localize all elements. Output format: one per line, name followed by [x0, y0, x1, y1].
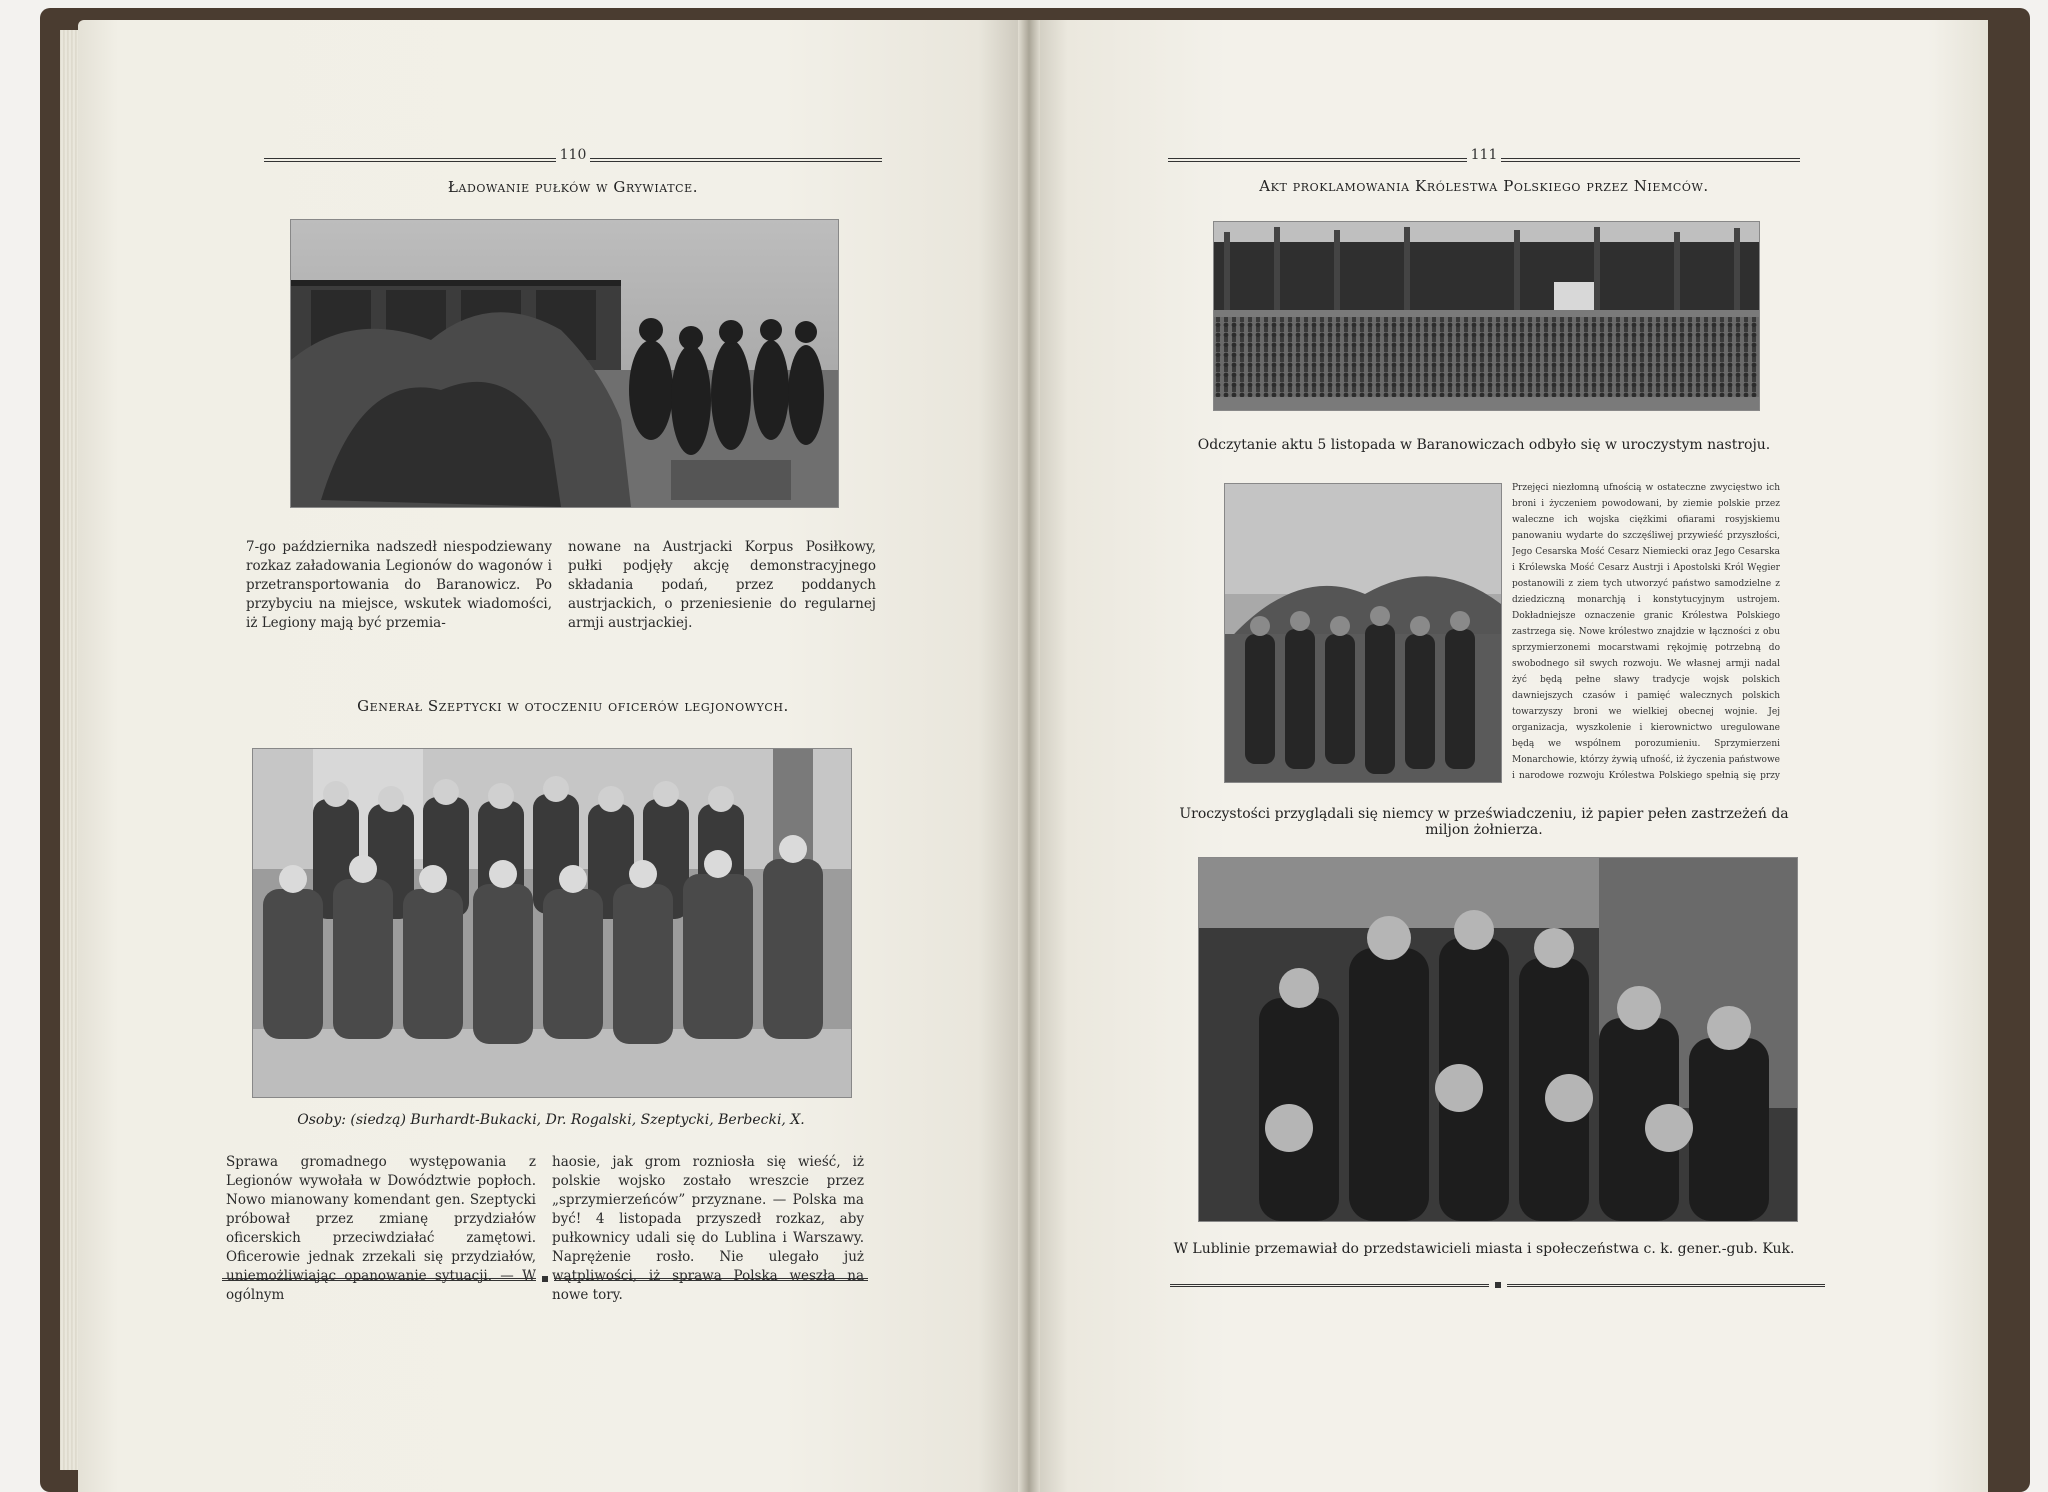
officers-group-image: [253, 749, 851, 1097]
right-caption-2: Uroczystości przyglądali się niemcy w przeświadczeniu, iż papier pełen zastrzeżeń da miljon żołnierza.: [1179, 806, 1789, 838]
book-gutter: [1018, 20, 1040, 1492]
right-bottom-rule: [1170, 1282, 1825, 1288]
proclamation-text: Przejęci niezłomną ufnością w ostateczne zwycięstwo ich broni i życzeniem powodowani, by ziemie polskie przez waleczne ich wojska ciężkimi ofiarami rosyjskiemu panowaniu wydarte do szczęśliwej przywieść przyszłości, Jego Cesarska Mość Cesarz Niemiecki oraz Jego Cesarska i Królewska Mość Cesarz Austrji i Apostolski Król Węgier postanowili z ziem tych utworzyć państwo samodzielne z dziedziczną monarchją i konstytucyjnym ustrojem. Dokładniejsze oznaczenie granic Królestwa Polskiego zastrzega się. Nowe królestwo znajdzie w łączności z obu sprzymierzonemi mocarstwami rękojmię potrzebną do swobodnego sił swych rozwoju. We własnej armji nadal żyć będą pełne sławy tradycje wojsk polskich dawniejszych czasów i pamięć walecznych polskich towarzyszy broni we wielkiej obecnej wojnie. Jej organizacja, wyszkolenie i kierownictwo uregulowane będą we wspólnem porozumieniu. Sprzymierzeni Monarchowie, którzy żywią ufność, iż życzenia państwowe i narodowe rozwoju Królestwa Polskiego spełnią się przy: [1512, 483, 1780, 781]
left-heading-1: Ładowanie pułków w Grywiatce.: [447, 178, 699, 196]
left-page-number: 110: [559, 147, 587, 163]
right-folio: [1168, 142, 1800, 162]
soldiers-train-image: [291, 220, 838, 507]
right-caption-1: Odczytanie aktu 5 listopada w Baranowiczach odbyło się w uroczystym nastroju.: [1197, 437, 1771, 453]
officers-ceremony-image: [1225, 484, 1501, 782]
left-text-col-2: nowane na Austrjacki Korpus Posiłkowy, pułki podjęły akcję demonstracyjnego składania podań, przez poddanych austrjackich, o przeniesienie do regularnej armji austrjackiej.: [568, 539, 876, 631]
left-photo-caption: Osoby: (siedzą) Burhardt-Bukacki, Dr. Rogalski, Szeptycki, Berbecki, X.: [297, 1112, 805, 1128]
left-text-col-4: haosie, jak grom rozniosła się wieść, iż polskie wojsko zostało wreszcie przez „sprzymierzeńców” przyznane. — Polska ma być! 4 listopada przyszedł rozkaz, aby pułkownicy udali się do Lublina i Warszawy. Naprężenie rosło. Nie ulegało już wątpliwości, iż sprawa Polska weszła na nowe tory.: [552, 1154, 864, 1303]
soldiers-train-photo: [290, 219, 839, 508]
left-folio: [264, 142, 882, 162]
right-heading: Akt proklamowania Królestwa Polskiego przez Niemców.: [1259, 177, 1709, 195]
right-caption-3: W Lublinie przemawiał do przedstawicieli miasta i społeczeństwa c. k. gener.-gub. Kuk.: [1173, 1241, 1795, 1257]
officers-group-photo: [252, 748, 852, 1098]
right-page-number: 111: [1470, 147, 1498, 163]
left-heading-2: Generał Szeptycki w otoczeniu oficerów legjonowych.: [357, 697, 789, 715]
lublin-speech-image: [1199, 858, 1797, 1221]
troops-forest-image: [1214, 222, 1759, 410]
left-text-col-1: 7-go października nadszedł niespodziewany rozkaz załadowania Legionów do wagonów i przetransportowania do Baranowicz. Po przybyciu na miejsce, wskutek wiadomości, iż Legiony mają być przemia-: [246, 539, 552, 631]
left-text-col-3: Sprawa gromadnego występowania z Legionów wywołała w Dowództwie popłoch. Nowo mianowany komendant gen. Szeptycki próbował przez zmianę przydziałów oficerskich przeciwdziałać zamętowi. Oficerowie jednak zrzekali się przydziałów, uniemożliwiając opanowanie sytuacji. — W ogólnym: [226, 1154, 536, 1303]
left-bottom-rule: [222, 1276, 868, 1282]
lublin-speech-photo: [1198, 857, 1798, 1222]
troops-forest-photo: [1213, 221, 1760, 411]
officers-ceremony-photo: [1224, 483, 1502, 783]
